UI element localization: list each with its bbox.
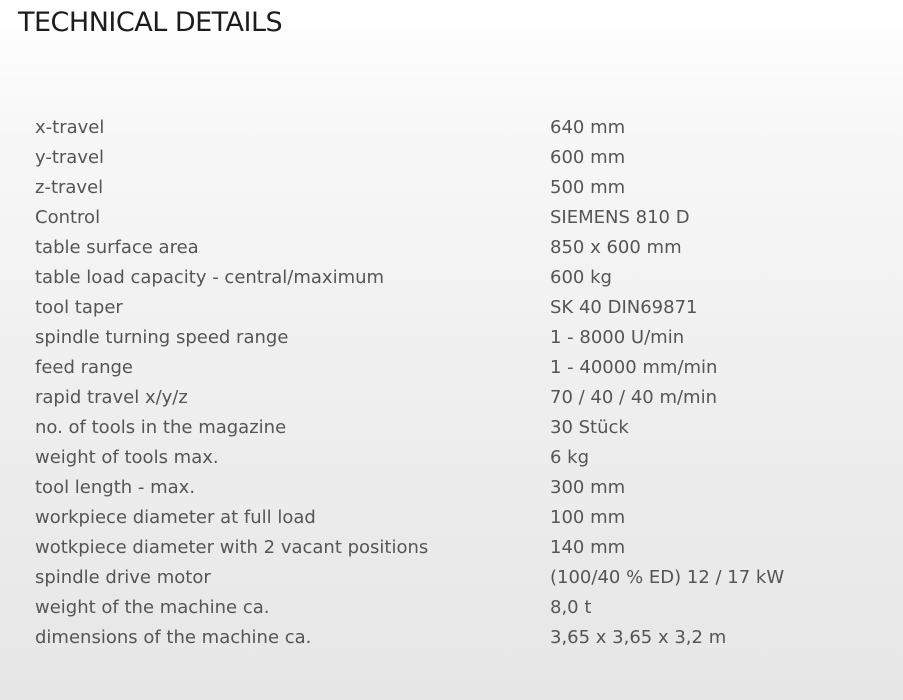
- table-row: [35, 173, 875, 203]
- table-row: [35, 353, 875, 383]
- spec-value: 1 - 8000 U/min: [550, 327, 685, 348]
- spec-label: table surface area: [35, 237, 199, 258]
- spec-value: 600 mm: [550, 147, 626, 168]
- spec-label: table load capacity - central/maximum: [35, 267, 385, 288]
- spec-label: dimensions of the machine ca.: [35, 627, 312, 648]
- table-row: [35, 413, 875, 443]
- spec-value: 500 mm: [550, 177, 626, 198]
- table-row: [35, 443, 875, 473]
- spec-value: (100/40 % ED) 12 / 17 kW: [550, 567, 785, 588]
- table-row: [35, 563, 875, 593]
- table-row: [35, 293, 875, 323]
- spec-label: spindle drive motor: [35, 567, 211, 588]
- spec-label: x-travel: [35, 117, 105, 138]
- spec-value: 8,0 t: [550, 597, 592, 618]
- table-row: [35, 263, 875, 293]
- spec-value: 640 mm: [550, 117, 626, 138]
- spec-value: 1 - 40000 mm/min: [550, 357, 718, 378]
- table-row: [35, 593, 875, 623]
- table-row: [35, 143, 875, 173]
- spec-label: y-travel: [35, 147, 105, 168]
- spec-label: weight of tools max.: [35, 447, 219, 468]
- table-row: [35, 233, 875, 263]
- table-row: [35, 623, 875, 653]
- spec-value: SK 40 DIN69871: [550, 297, 698, 318]
- spec-value: SIEMENS 810 D: [550, 207, 690, 228]
- page-title: TECHNICAL DETAILS: [18, 7, 283, 38]
- table-row: [35, 203, 875, 233]
- table-row: [35, 503, 875, 533]
- spec-value: 6 kg: [550, 447, 590, 468]
- table-row: [35, 533, 875, 563]
- spec-value: 600 kg: [550, 267, 612, 288]
- spec-label: tool length - max.: [35, 477, 196, 498]
- table-row: [35, 383, 875, 413]
- spec-label: weight of the machine ca.: [35, 597, 270, 618]
- spec-label: tool taper: [35, 297, 123, 318]
- spec-label: Control: [35, 207, 101, 228]
- spec-value: 140 mm: [550, 537, 626, 558]
- spec-label: wotkpiece diameter with 2 vacant positions: [35, 537, 429, 558]
- spec-label: feed range: [35, 357, 133, 378]
- spec-label: z-travel: [35, 177, 104, 198]
- table-row: [35, 473, 875, 503]
- spec-label: spindle turning speed range: [35, 327, 289, 348]
- spec-label: workpiece diameter at full load: [35, 507, 316, 528]
- table-row: [35, 323, 875, 353]
- technical-details-table: [35, 113, 875, 653]
- table-row: [35, 113, 875, 143]
- spec-label: rapid travel x/y/z: [35, 387, 188, 408]
- spec-value: 70 / 40 / 40 m/min: [550, 387, 717, 408]
- spec-value: 300 mm: [550, 477, 626, 498]
- spec-value: 850 x 600 mm: [550, 237, 682, 258]
- spec-value: 3,65 x 3,65 x 3,2 m: [550, 627, 727, 648]
- spec-value: 100 mm: [550, 507, 626, 528]
- spec-label: no. of tools in the magazine: [35, 417, 287, 438]
- spec-value: 30 Stück: [550, 417, 629, 438]
